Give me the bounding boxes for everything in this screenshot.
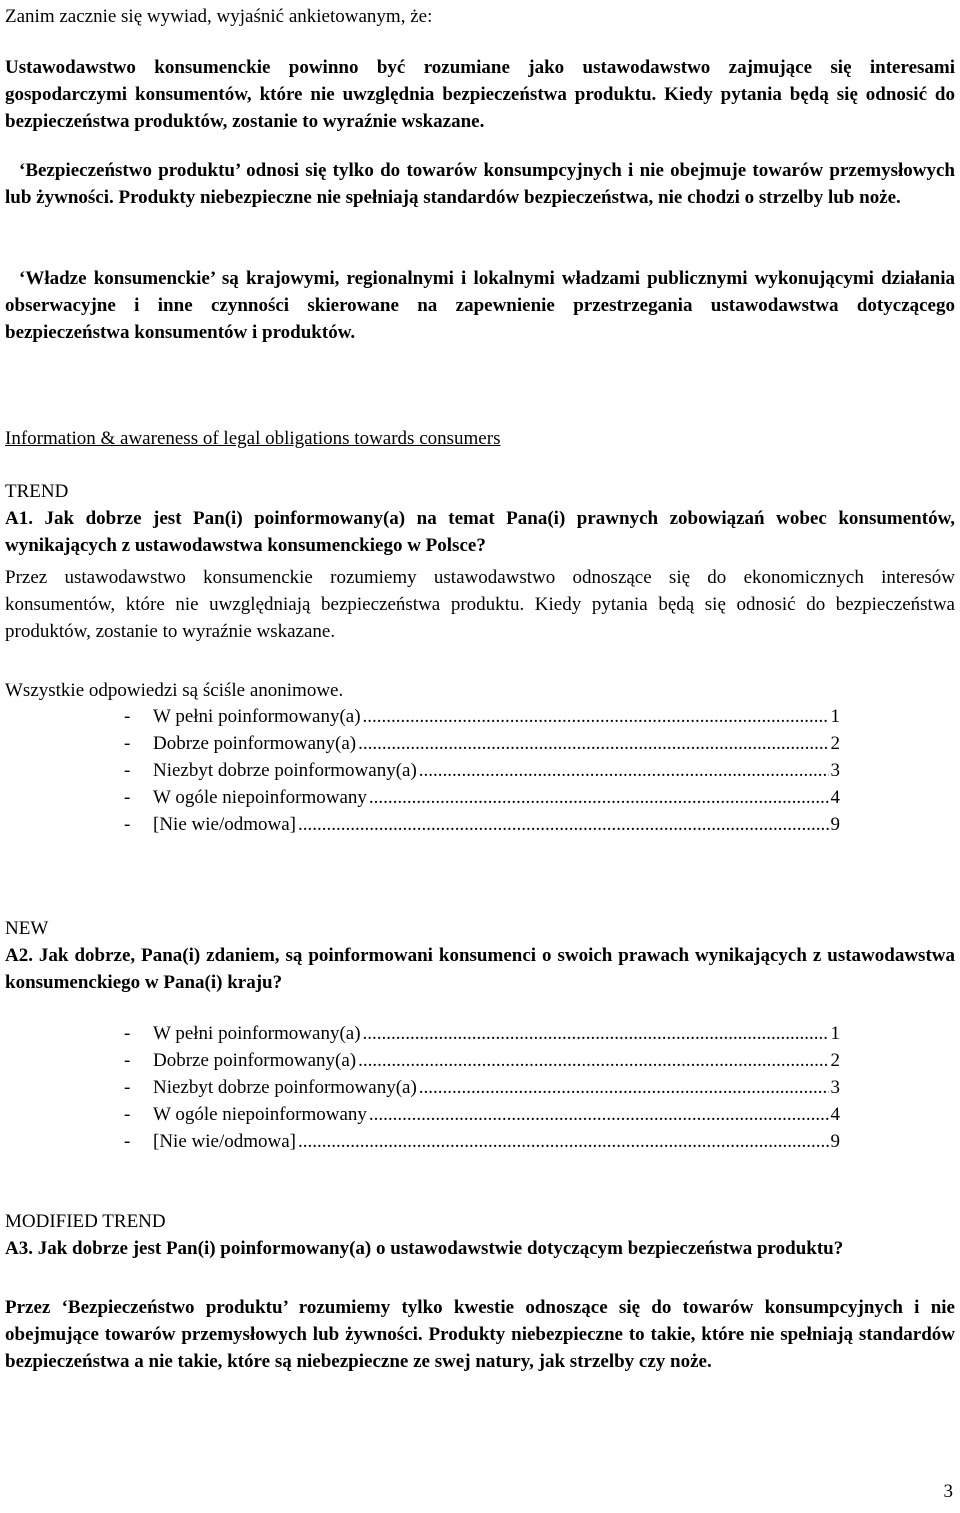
option-code: 2 xyxy=(830,733,840,754)
option-label: W ogóle niepoinformowany xyxy=(153,1104,367,1125)
q2-tag: NEW xyxy=(5,918,49,939)
option-code: 3 xyxy=(830,760,840,781)
page-number: 3 xyxy=(943,1481,953,1502)
answer-option[interactable]: - W ogóle niepoinformowany ..... 4 xyxy=(124,784,840,811)
q3-explanation: Przez ‘Bezpieczeństwo produktu’ rozumiemy tylko kwestie odnoszące się do towarów konsumpcyjnych i nie obejmujące towarów przemysłowych lub żywności. Produkty niebezpieczne to takie, które nie spełniają standardów bezpieczeństwa a nie takie, które są niebezpieczne ze swej natury, jak strzelby czy noże. xyxy=(5,1297,955,1372)
leader-dots xyxy=(419,1074,829,1101)
leader-dots xyxy=(298,1128,829,1155)
answer-option[interactable]: - Niezbyt dobrze poinformowany(a) ..... 3 xyxy=(124,757,840,784)
option-label: Niezbyt dobrze poinformowany(a) xyxy=(153,1077,417,1098)
option-label: [Nie wie/odmowa] xyxy=(153,1131,296,1152)
q3-question: A3. Jak dobrze jest Pan(i) poinformowany(a) o ustawodawstwie dotyczącym bezpieczeństwa produktu? xyxy=(5,1238,844,1259)
option-code: 2 xyxy=(830,1050,840,1071)
option-label: W pełni poinformowany(a) xyxy=(153,1023,361,1044)
leader-dots xyxy=(358,1047,828,1074)
option-label: Niezbyt dobrze poinformowany(a) xyxy=(153,760,417,781)
q1-anonymity-note: Wszystkie odpowiedzi są ściśle anonimowe. xyxy=(5,680,344,701)
option-code: 9 xyxy=(830,814,840,835)
leader-dots xyxy=(369,1101,829,1128)
answer-option[interactable]: - [Nie wie/odmowa] ..... 9 xyxy=(124,811,840,838)
option-code: 1 xyxy=(830,1023,840,1044)
answer-option[interactable]: - W pełni poinformowany(a) ..... 1 xyxy=(124,1020,840,1047)
leader-dots xyxy=(369,784,829,811)
definition-consumer-authorities: ‘Władze konsumenckie’ są krajowymi, regionalnymi i lokalnymi władzami publicznymi wykonującymi działania obserwacyjne i inne czynności skierowane na zapewnienie przestrzegania ustawodawstwa dotyczącego bezpieczeństwa konsumentów i produktów. xyxy=(5,268,955,343)
option-code: 3 xyxy=(830,1077,840,1098)
answer-option[interactable]: - [Nie wie/odmowa] ..... 9 xyxy=(124,1128,840,1155)
q2-question: A2. Jak dobrze, Pana(i) zdaniem, są poinformowani konsumenci o swoich prawach wynikających z ustawodawstwa konsumenckiego w Pana(i) kraju? xyxy=(5,945,955,993)
definition-product-safety: ‘Bezpieczeństwo produktu’ odnosi się tylko do towarów konsumpcyjnych i nie obejmuje towarów przemysłowych lub żywności. Produkty niebezpieczne nie spełniają standardów bezpieczeństwa, nie chodzi o strzelby lub noże. xyxy=(5,160,955,208)
option-code: 1 xyxy=(830,706,840,727)
option-label: W ogóle niepoinformowany xyxy=(153,787,367,808)
leader-dots xyxy=(358,730,828,757)
option-label: Dobrze poinformowany(a) xyxy=(153,733,357,754)
definition-consumer-law: Ustawodawstwo konsumenckie powinno być rozumiane jako ustawodawstwo zajmujące się interesami gospodarczymi konsumentów, które nie uwzględnia bezpieczeństwa produktu. Kiedy pytania będą się odnosić do bezpieczeństwa produktów, zostanie to wyraźnie wskazane. xyxy=(5,57,955,132)
section-title: Information & awareness of legal obligations towards consumers xyxy=(5,428,501,449)
q1-question: A1. Jak dobrze jest Pan(i) poinformowany(a) na temat Pana(i) prawnych zobowiązań wobec konsumentów, wynikających z ustawodawstwa konsumenckiego w Polsce? xyxy=(5,508,955,556)
leader-dots xyxy=(419,757,829,784)
leader-dots xyxy=(298,811,829,838)
option-code: 4 xyxy=(830,787,840,808)
q1-options-list xyxy=(124,703,840,838)
leader-dots xyxy=(363,1020,829,1047)
option-code: 9 xyxy=(830,1131,840,1152)
answer-option[interactable]: - Niezbyt dobrze poinformowany(a) ..... 3 xyxy=(124,1074,840,1101)
intro-text: Zanim zacznie się wywiad, wyjaśnić ankietowanym, że: xyxy=(5,6,433,27)
option-label: [Nie wie/odmowa] xyxy=(153,814,296,835)
option-label: W pełni poinformowany(a) xyxy=(153,706,361,727)
q1-explanation: Przez ustawodawstwo konsumenckie rozumiemy ustawodawstwo odnoszące się do ekonomicznych interesów konsumentów, które nie uwzględniają bezpieczeństwa produktu. Kiedy pytania będą się odnosić do bezpieczeństwa produktów, zostanie to wyraźnie wskazane. xyxy=(5,567,955,642)
answer-option[interactable]: - W pełni poinformowany(a) ..... 1 xyxy=(124,703,840,730)
answer-option[interactable]: - Dobrze poinformowany(a) ..... 2 xyxy=(124,1047,840,1074)
option-label: Dobrze poinformowany(a) xyxy=(153,1050,357,1071)
q2-options-list xyxy=(124,1020,840,1155)
q1-tag: TREND xyxy=(5,481,69,502)
option-code: 4 xyxy=(830,1104,840,1125)
answer-option[interactable]: - W ogóle niepoinformowany ..... 4 xyxy=(124,1101,840,1128)
q3-tag: MODIFIED TREND xyxy=(5,1211,166,1232)
answer-option[interactable]: - Dobrze poinformowany(a) ..... 2 xyxy=(124,730,840,757)
leader-dots xyxy=(363,703,829,730)
